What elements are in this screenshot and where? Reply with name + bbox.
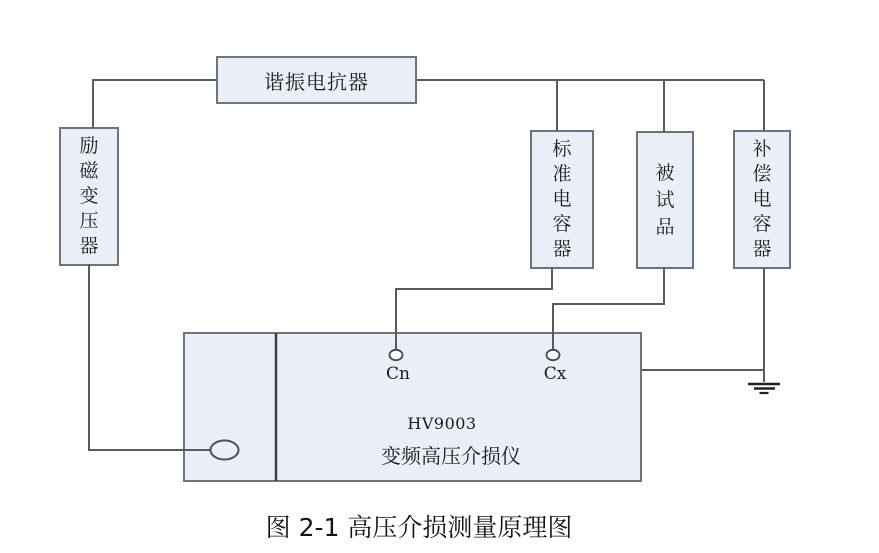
figure-caption: 图 2-1 高压介损测量原理图	[265, 513, 573, 542]
test-specimen-label: 被试品	[655, 161, 675, 238]
terminal-cn-label: Cn	[386, 364, 410, 384]
wire-transformer-top-to-reactor	[93, 80, 216, 128]
instrument-model-label: HV9003	[407, 414, 477, 433]
instrument-name-label: 变频高压介损仪	[381, 444, 521, 468]
block-test-specimen	[636, 131, 694, 269]
terminal-cx-label: Cx	[543, 364, 567, 384]
block-excitation-transformer	[59, 127, 119, 266]
block-resonant-reactor	[216, 56, 417, 104]
compensation-capacitor-label: 补偿电容器	[752, 138, 772, 260]
earth-ground-icon	[748, 384, 780, 393]
excitation-transformer-label: 励磁变压器	[79, 135, 99, 257]
block-standard-capacitor	[530, 130, 594, 269]
block-compensation-capacitor	[733, 130, 791, 269]
block-instrument	[183, 332, 642, 482]
resonant-reactor-label: 谐振电抗器	[264, 69, 369, 94]
standard-capacitor-label: 标准电容器	[552, 138, 572, 260]
